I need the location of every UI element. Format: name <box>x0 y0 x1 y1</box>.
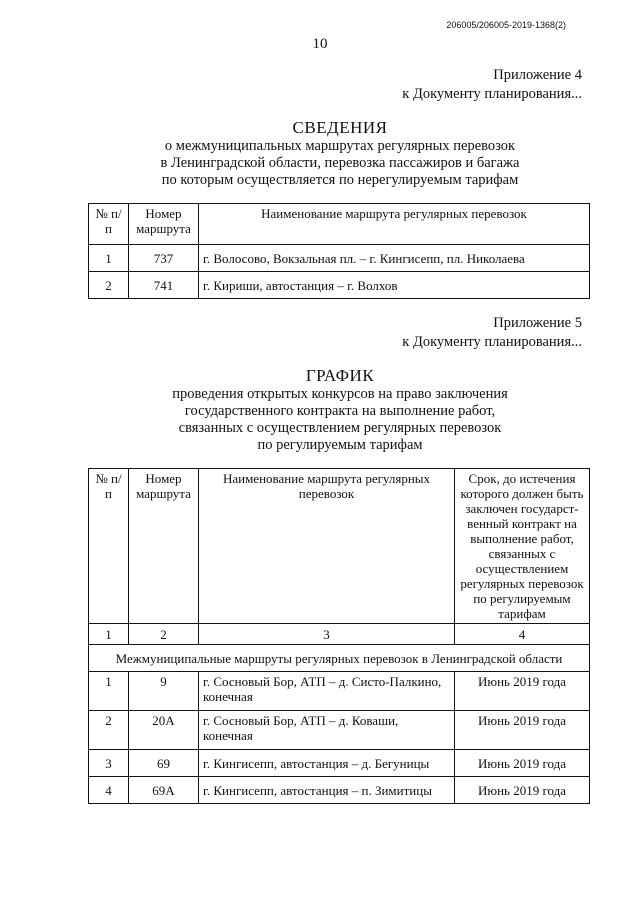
table-row <box>89 711 590 750</box>
cell-num: 3 <box>89 750 129 777</box>
cell-route: 741 <box>129 272 199 299</box>
section2-subtitle-line: по регулируемым тарифам <box>257 437 423 453</box>
table-row <box>89 272 590 299</box>
cell-num: 2 <box>89 272 129 299</box>
cell-deadline: Июнь 2019 года <box>455 750 590 777</box>
cell-num: 1 <box>89 672 129 711</box>
table-row <box>89 777 590 804</box>
header-name: Наименование маршрута регулярных перевозок <box>199 469 455 624</box>
section2-title: ГРАФИК <box>305 366 375 385</box>
header-route: Номер маршрута <box>129 469 199 624</box>
cell-name: г. Кириши, автостанция – г. Волхов <box>199 272 590 299</box>
cell-route: 69 <box>129 750 199 777</box>
table-header-row <box>89 204 590 245</box>
appendix-5-caption <box>402 314 582 352</box>
cell-name: г. Кингисепп, автостанция – д. Бегуницы <box>199 750 455 777</box>
col-number: 3 <box>199 624 455 645</box>
appendix-4-line2: к Документу планирования... <box>402 86 582 102</box>
group-label: Межмуниципальные маршруты регулярных перевозок в Ленинградской области <box>89 645 590 672</box>
cell-name: г. Кингисепп, автостанция – п. Зимитицы <box>199 777 455 804</box>
cell-route: 9 <box>129 672 199 711</box>
header-num: № п/п <box>89 204 129 245</box>
section2-subtitle-line: проведения открытых конкурсов на право заключения <box>172 386 508 402</box>
page-number: 10 <box>312 36 328 52</box>
group-row <box>89 645 590 672</box>
cell-num: 1 <box>89 245 129 272</box>
schedule-table <box>88 468 590 804</box>
cell-name: г. Волосово, Вокзальная пл. – г. Кингисепп, пл. Николаева <box>199 245 590 272</box>
cell-deadline: Июнь 2019 года <box>455 672 590 711</box>
table-row <box>89 672 590 711</box>
cell-deadline: Июнь 2019 года <box>455 711 590 750</box>
col-number: 4 <box>455 624 590 645</box>
cell-num: 4 <box>89 777 129 804</box>
appendix-4-line1: Приложение 4 <box>493 67 582 83</box>
cell-deadline: Июнь 2019 года <box>455 777 590 804</box>
cell-route: 20А <box>129 711 199 750</box>
header-name: Наименование маршрута регулярных перевозок <box>199 204 590 245</box>
cell-name: г. Сосновый Бор, АТП – д. Систо-Палкино, конечная <box>199 672 455 711</box>
header-route: Номер маршрута <box>129 204 199 245</box>
section1-subtitle-line: о межмуниципальных маршрутах регулярных перевозок <box>164 138 516 154</box>
section2-heading <box>60 366 620 454</box>
col-number: 1 <box>89 624 129 645</box>
header-num: № п/п <box>89 469 129 624</box>
table-row <box>89 245 590 272</box>
section1-title: СВЕДЕНИЯ <box>292 118 388 137</box>
cell-route: 737 <box>129 245 199 272</box>
section1-subtitle-line: в Ленинградской области, перевозка пассажиров и багажа <box>160 155 520 171</box>
cell-num: 2 <box>89 711 129 750</box>
appendix-4-caption <box>402 66 582 104</box>
document-code: 206005/206005-2019-1368(2) <box>446 20 566 30</box>
section1-heading <box>60 118 620 189</box>
section1-subtitle-line: по которым осуществляется по нерегулируемым тарифам <box>161 172 519 188</box>
col-number: 2 <box>129 624 199 645</box>
table-header-row <box>89 469 590 624</box>
section2-subtitle-line: государственного контракта на выполнение работ, <box>184 403 496 419</box>
section2-subtitle-line: связанных с осуществлением регулярных перевозок <box>178 420 502 436</box>
table-row <box>89 750 590 777</box>
column-number-row <box>89 624 590 645</box>
appendix-5-line1: Приложение 5 <box>493 315 582 331</box>
cell-name: г. Сосновый Бор, АТП – д. Коваши, конечная <box>199 711 455 750</box>
cell-route: 69А <box>129 777 199 804</box>
header-deadline: Срок, до истечения которого должен быть заключен государст-венный контракт на выполнение работ, связанных с осуществлением регулярных перевозок по регулируемым тарифам <box>455 469 590 624</box>
routes-table <box>88 203 590 299</box>
appendix-5-line2: к Документу планирования... <box>402 334 582 350</box>
